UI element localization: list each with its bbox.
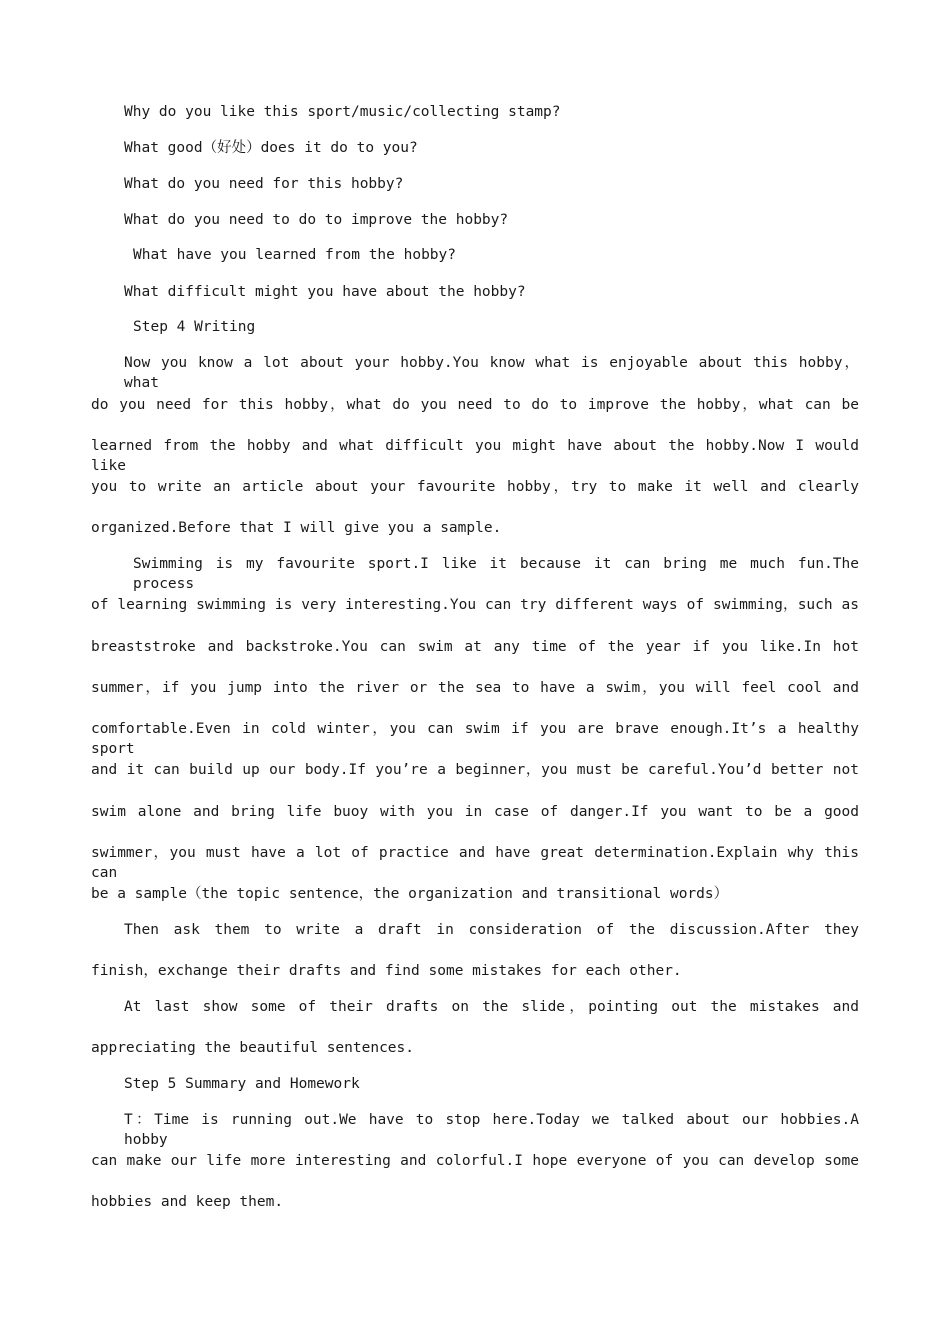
paragraph-line: can make our life more interesting and colorful.I hope everyone of you can develop some — [91, 1153, 859, 1169]
paragraph-line: do you need for this hobby，what do you need to do to improve the hobby，what can be — [91, 397, 859, 413]
paragraph-line: organized.Before that I will give you a sample. — [91, 520, 502, 536]
question-line: What difficult might you have about the hobby? — [124, 284, 526, 300]
sample-line: Swimming is my favourite sport.I like it because it can bring me much fun.The process — [133, 556, 859, 592]
paragraph-line: At last show some of their drafts on the slide，pointing out the mistakes and — [124, 999, 859, 1015]
paragraph-line: finish，exchange their drafts and find some mistakes for each other. — [91, 963, 682, 979]
sample-line: breaststroke and backstroke.You can swim at any time of the year if you like.In hot — [91, 639, 859, 655]
sample-line: swim alone and bring life buoy with you in case of danger.If you want to be a good — [91, 804, 859, 820]
sample-line: of learning swimming is very interesting.You can try different ways of swimming，such as — [91, 597, 859, 613]
sample-line: be a sample（the topic sentence，the organization and transitional words） — [91, 886, 729, 902]
question-line: What do you need to do to improve the hobby? — [124, 212, 509, 228]
question-line: What do you need for this hobby? — [124, 176, 404, 192]
paragraph-line: appreciating the beautiful sentences. — [91, 1040, 415, 1056]
step5-heading: Step 5 Summary and Homework — [124, 1076, 360, 1092]
sample-line: comfortable.Even in cold winter，you can swim if you are brave enough.It’s a healthy sport — [91, 721, 859, 757]
question-line: What have you learned from the hobby? — [133, 247, 457, 263]
step4-heading: Step 4 Writing — [133, 319, 256, 335]
question-line: Why do you like this sport/music/collecting stamp? — [124, 104, 561, 120]
paragraph-line: learned from the hobby and what difficult you might have about the hobby.Now I would like — [91, 438, 859, 474]
paragraph-line: Now you know a lot about your hobby.You know what is enjoyable about this hobby，what — [124, 355, 859, 391]
paragraph-line: Then ask them to write a draft in consideration of the discussion.After they — [124, 922, 859, 938]
sample-line: summer，if you jump into the river or the sea to have a swim，you will feel cool and — [91, 680, 859, 696]
sample-line: and it can build up our body.If you’re a beginner，you must be careful.You’d better not — [91, 762, 859, 778]
paragraph-line: T：Time is running out.We have to stop here.Today we talked about our hobbies.A hobby — [124, 1112, 859, 1148]
sample-line: swimmer，you must have a lot of practice and have great determination.Explain why this can — [91, 845, 859, 881]
paragraph-line: you to write an article about your favourite hobby，try to make it well and clearly — [91, 479, 859, 495]
question-line: What good（好处）does it do to you? — [124, 140, 418, 156]
paragraph-line: hobbies and keep them. — [91, 1194, 284, 1210]
